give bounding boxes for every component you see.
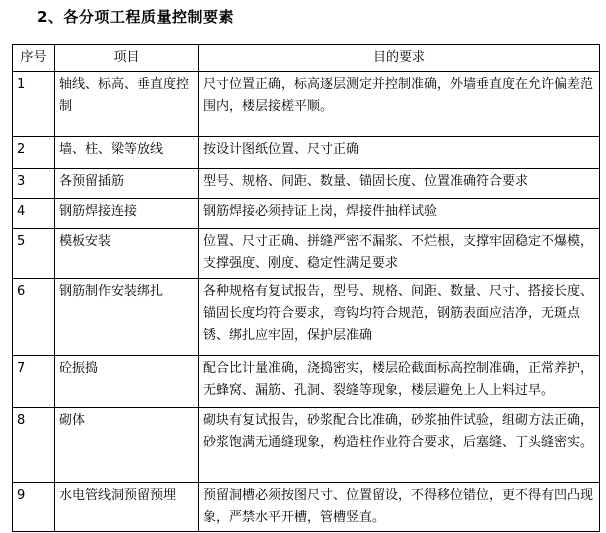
table-header-row (13, 45, 600, 72)
cell-requirement: 预留洞槽必须按图尺寸、位置留设，不得移位错位，更不得有凹凸现象，严禁水平开槽，管槽竖直。 (199, 483, 600, 532)
header-requirement: 目的要求 (199, 45, 600, 72)
cell-item: 轴线、标高、垂直度控制 (55, 72, 199, 137)
cell-no: 7 (13, 356, 55, 408)
cell-no: 6 (13, 279, 55, 356)
table-row (13, 408, 600, 483)
cell-requirement: 各种规格有复试报告，型号、规格、间距、数量、尺寸、搭接长度、锚固长度均符合要求，弯钩均符合规范，钢筋表面应洁净，无斑点锈、绑扎应牢固，保护层准确 (199, 279, 600, 356)
header-no: 序号 (13, 45, 55, 72)
cell-no: 3 (13, 169, 55, 199)
cell-no: 1 (13, 72, 55, 137)
header-item: 项目 (55, 45, 199, 72)
table-row (13, 356, 600, 408)
cell-requirement: 尺寸位置正确，标高逐层测定并控制准确，外墙垂直度在允许偏差范围内，楼层接槎平顺。 (199, 72, 600, 137)
cell-no: 9 (13, 483, 55, 532)
cell-item: 钢筋制作安装绑扎 (55, 279, 199, 356)
table-row (13, 279, 600, 356)
cell-item: 各预留插筋 (55, 169, 199, 199)
cell-item: 墙、柱、梁等放线 (55, 137, 199, 169)
table-row (13, 199, 600, 229)
cell-requirement: 砌块有复试报告，砂浆配合比准确，砂浆抽件试验，组砌方法正确，砂浆饱满无通缝现象，构造柱作业符合要求，后塞缝、丁头缝密实。 (199, 408, 600, 483)
table-row (13, 72, 600, 137)
cell-no: 2 (13, 137, 55, 169)
cell-requirement: 配合比计量准确，浇捣密实，楼层砼截面标高控制准确，正常养护，无蜂窝、漏筋、孔洞、裂缝等现象，楼层避免上人上料过早。 (199, 356, 600, 408)
table-row (13, 169, 600, 199)
cell-requirement: 型号、规格、间距、数量、锚固长度、位置准确符合要求 (199, 169, 600, 199)
cell-requirement: 按设计图纸位置、尺寸正确 (199, 137, 600, 169)
table-row (13, 229, 600, 279)
cell-item: 钢筋焊接连接 (55, 199, 199, 229)
section-heading: 2、各分项工程质量控制要素 (37, 8, 234, 26)
cell-item: 砼振捣 (55, 356, 199, 408)
cell-no: 8 (13, 408, 55, 483)
cell-item: 模板安装 (55, 229, 199, 279)
cell-requirement: 钢筋焊接必须持证上岗，焊接件抽样试验 (199, 199, 600, 229)
cell-item: 水电管线洞预留预埋 (55, 483, 199, 532)
cell-no: 5 (13, 229, 55, 279)
cell-requirement: 位置、尺寸正确、拼缝严密不漏浆、不烂根，支撑牢固稳定不爆模，支撑强度、刚度、稳定性满足要求 (199, 229, 600, 279)
table-row (13, 137, 600, 169)
quality-control-table (12, 44, 600, 532)
cell-item: 砌体 (55, 408, 199, 483)
table-row (13, 483, 600, 532)
cell-no: 4 (13, 199, 55, 229)
